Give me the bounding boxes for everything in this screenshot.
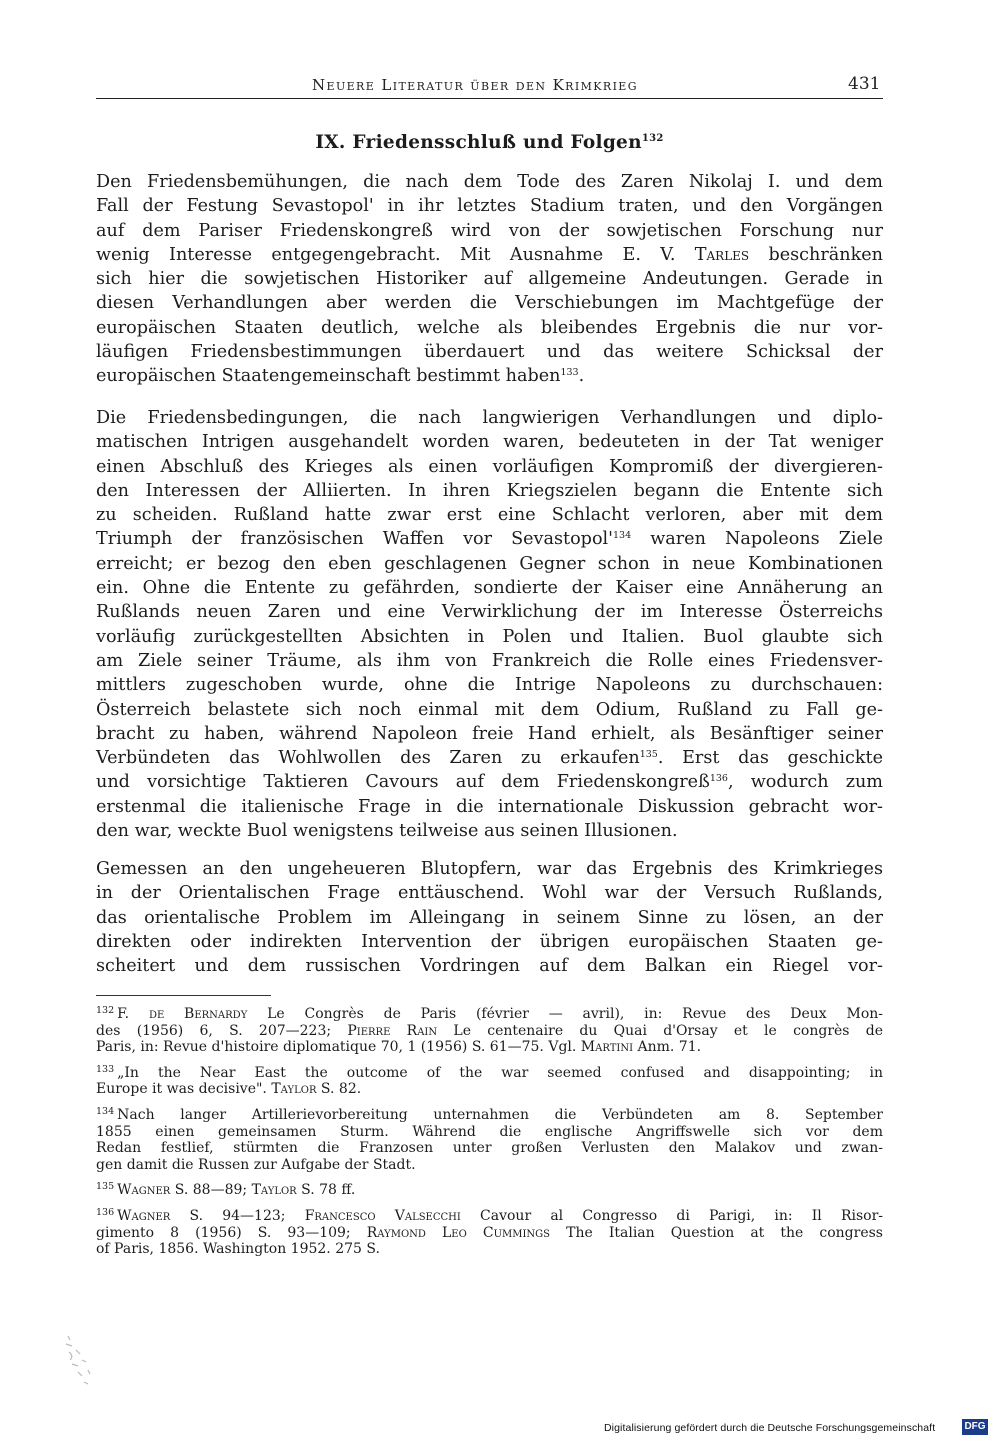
header-rule — [96, 98, 883, 99]
text-run: europäischen Staatengemeinschaft bestimmt haben — [96, 366, 561, 387]
text-line: erreicht; er bezog den eben geschlagenen Gegner schon in neue Kombinationen — [96, 553, 883, 574]
text-run: S. 78 ff. — [301, 1182, 356, 1199]
text-run: S. 82. — [320, 1081, 362, 1098]
text-line: auf dem Pariser Friedenskongreß wird von der sowjetischen Forschung nur — [96, 220, 883, 241]
text-line: 1855 einen gemeinsamen Sturm. Während die englische Angriffswelle sich vor dem — [96, 1123, 883, 1140]
paragraph — [96, 406, 883, 843]
text-run: Triumph der französischen Waffen vor Sevastopol' — [96, 529, 614, 550]
footnotes — [96, 1003, 883, 1264]
section-heading — [96, 132, 883, 153]
footnote-132 — [96, 1003, 883, 1056]
text-line: Rußlands neuen Zaren und eine Verwirklichung der im Interesse Österreichs — [96, 602, 883, 623]
text-run: und vorsichtige Taktieren Cavours auf dem Friedenskongreß — [96, 772, 710, 793]
text-line: bracht zu haben, während Napoleon freie Hand erhielt, als Besänftiger seiner — [96, 723, 883, 744]
text-line: einen Abschluß des Krieges als einen vorläufigen Kompromiß der divergieren- — [96, 456, 883, 477]
text-run: S. 94—123; — [189, 1207, 286, 1224]
text-run: . Erst das geschickte — [657, 748, 883, 769]
author-name: Pierre Rain — [347, 1022, 438, 1039]
text-line: zu scheiden. Rußland hatte zwar erst eine Schlacht verloren, aber mit dem — [96, 505, 883, 526]
footnote-135 — [96, 1179, 883, 1199]
text-line — [96, 1023, 883, 1040]
text-line — [96, 1179, 883, 1199]
text-line: Den Friedensbemühungen, die nach dem Tode des Zaren Nikolaj I. und dem — [96, 172, 883, 192]
author-name: Taylor — [251, 1182, 297, 1199]
section-heading-text: IX. Friedensschluß und Folgen — [315, 132, 642, 153]
author-name: Raymond Leo Cummings — [366, 1224, 551, 1241]
paragraph — [96, 857, 883, 978]
text-run: „In the Near East the outcome of the war seemed confused and disappointing; in — [117, 1064, 883, 1081]
text-line: Redan festlief, stürmten die Franzosen unter großen Verlusten den Malakov und zwan- — [96, 1140, 883, 1157]
paragraph — [96, 170, 883, 389]
footnote-rule — [96, 995, 271, 996]
text-line: direkten oder indirekten Intervention der übrigen europäischen Staaten ge- — [96, 931, 883, 952]
text-line: läufigen Friedensbestimmungen überdauert und das weitere Schicksal der — [96, 342, 883, 363]
dfg-logo: DFG — [962, 1419, 988, 1435]
footnote-134 — [96, 1104, 883, 1173]
page-number: 431 — [848, 74, 881, 94]
text-line — [96, 364, 883, 388]
footnote-number: 135 — [96, 1181, 115, 1193]
text-run: beschränken — [768, 244, 883, 265]
text-run: Anm. 71. — [637, 1039, 702, 1056]
text-line: am Ziele seiner Träume, als ihm von Frankreich die Rolle eines Friedensver- — [96, 650, 883, 671]
footnote-ref: 132 — [641, 133, 664, 144]
text-line: Gemessen an den ungeheueren Blutopfern, war das Ergebnis des Krimkrieges — [96, 859, 883, 879]
text-run: Paris, in: Revue d'histoire diplomatique 70, 1 (1956) S. 61—75. Vgl. — [96, 1039, 577, 1056]
text-line — [96, 1104, 883, 1124]
text-run: S. 88—89; — [174, 1182, 248, 1199]
text-line: Die Friedensbedingungen, die nach langwierigen Verhandlungen und diplo- — [96, 408, 883, 428]
footnote-ref: 136 — [709, 773, 728, 785]
text-line: scheitert und dem russischen Vordringen auf dem Balkan ein Riegel vor- — [96, 956, 883, 977]
running-title-text: Neuere Literatur über den Krimkrieg — [312, 76, 638, 94]
footnote-133 — [96, 1062, 883, 1098]
text-line — [96, 1081, 883, 1098]
text-run: wenig Interesse entgegengebracht. Mit Ausnahme E. V. — [96, 244, 676, 265]
text-run: waren Napoleons Ziele — [650, 529, 884, 550]
author-name: Francesco Valsecchi — [304, 1207, 461, 1224]
text-line: Fall der Festung Sevastopol' in ihr letztes Stadium traten, und den Vorgängen — [96, 196, 883, 217]
text-line: gen damit die Russen zur Aufgabe der Stadt. — [96, 1156, 416, 1173]
text-line: den Interessen der Alliierten. In ihren Kriegszielen begann die Entente sich — [96, 480, 883, 501]
text-line: of Paris, 1856. Washington 1952. 275 S. — [96, 1241, 380, 1258]
text-line: matischen Intrigen ausgehandelt worden waren, bedeuteten in der Tat weniger — [96, 432, 883, 453]
text-run: Verbündeten das Wohlwollen des Zaren zu erkaufen — [96, 748, 640, 769]
author-name: Taylor — [271, 1081, 317, 1098]
text-line: sich hier die sowjetischen Historiker auf allgemeine Andeutungen. Gerade in — [96, 269, 883, 290]
digitization-note: Digitalisierung gefördert durch die Deutsche Forschungsgemeinschaft — [604, 1422, 936, 1434]
text-run: , wodurch zum — [727, 772, 883, 793]
running-title — [312, 76, 772, 94]
text-run: Le Congrès de Paris (février — avril), in: Revue des Deux Mon- — [267, 1006, 884, 1022]
text-line — [96, 770, 883, 794]
text-run: gimento 8 (1956) S. 93—109; — [96, 1224, 351, 1241]
margin-pencil-mark — [60, 1330, 100, 1390]
footnote-number: 134 — [96, 1105, 115, 1117]
text-run: Europe it was decisive". — [96, 1081, 267, 1098]
text-run: Cavour al Congresso di Parigi, in: Il Risor- — [480, 1207, 884, 1224]
author-name: Tarles — [694, 244, 750, 265]
text-line: das orientalische Problem im Alleingang in seinem Sinne zu lösen, an der — [96, 907, 883, 928]
author-name: Wagner — [117, 1182, 171, 1199]
footnote-number: 133 — [96, 1063, 115, 1075]
text-line — [96, 527, 883, 551]
text-run: Nach langer Artillerievorbereitung unternahmen die Verbündeten am 8. September — [117, 1106, 883, 1123]
text-run: . — [578, 366, 585, 387]
footnote-ref: 135 — [639, 749, 658, 761]
text-run: The Italian Question at the congress — [566, 1224, 883, 1241]
text-line: europäischen Staaten deutlich, welche als bleibendes Ergebnis die nur vor- — [96, 317, 883, 338]
footnote-number: 136 — [96, 1206, 115, 1218]
author-name: de Bernardy — [148, 1006, 248, 1022]
text-line: mittlers zugeschoben wurde, ohne die Intrige Napoleons zu durchschauen: — [96, 675, 883, 696]
footnote-ref: 134 — [613, 530, 632, 542]
footnote-136 — [96, 1205, 883, 1258]
text-line — [96, 746, 883, 770]
author-name: Wagner — [117, 1207, 171, 1224]
text-line: Österreich belastete sich noch einmal mit dem Odium, Rußland zu Fall ge- — [96, 699, 883, 720]
text-line — [96, 1003, 883, 1023]
text-line — [96, 1205, 883, 1225]
text-line: erstenmal die italienische Frage in die internationale Diskussion gebracht wor- — [96, 796, 883, 817]
text-line — [96, 243, 883, 267]
author-name: Martini — [580, 1039, 634, 1056]
text-line — [96, 1225, 883, 1242]
text-line: in der Orientalischen Frage enttäuschend. Wohl war der Versuch Rußlands, — [96, 883, 883, 904]
text-line: vorläufig zurückgestellten Absichten in Polen und Italien. Buol glaubte sich — [96, 626, 883, 647]
text-run: F. — [117, 1006, 130, 1022]
text-run: Le centenaire du Quai d'Orsay et le congrès de — [453, 1022, 883, 1039]
text-line — [96, 1039, 883, 1056]
text-line — [96, 1062, 883, 1082]
footnote-number: 132 — [96, 1005, 115, 1016]
text-line: diesen Verhandlungen aber werden die Verschiebungen im Machtgefüge der — [96, 293, 883, 314]
text-run: des (1956) 6, S. 207—223; — [96, 1022, 332, 1039]
text-line: den war, weckte Buol wenigstens teilweise aus seinen Illusionen. — [96, 821, 678, 842]
footnote-ref: 133 — [560, 367, 579, 379]
text-line: ein. Ohne die Entente zu gefährden, sondierte der Kaiser eine Annäherung an — [96, 578, 883, 599]
